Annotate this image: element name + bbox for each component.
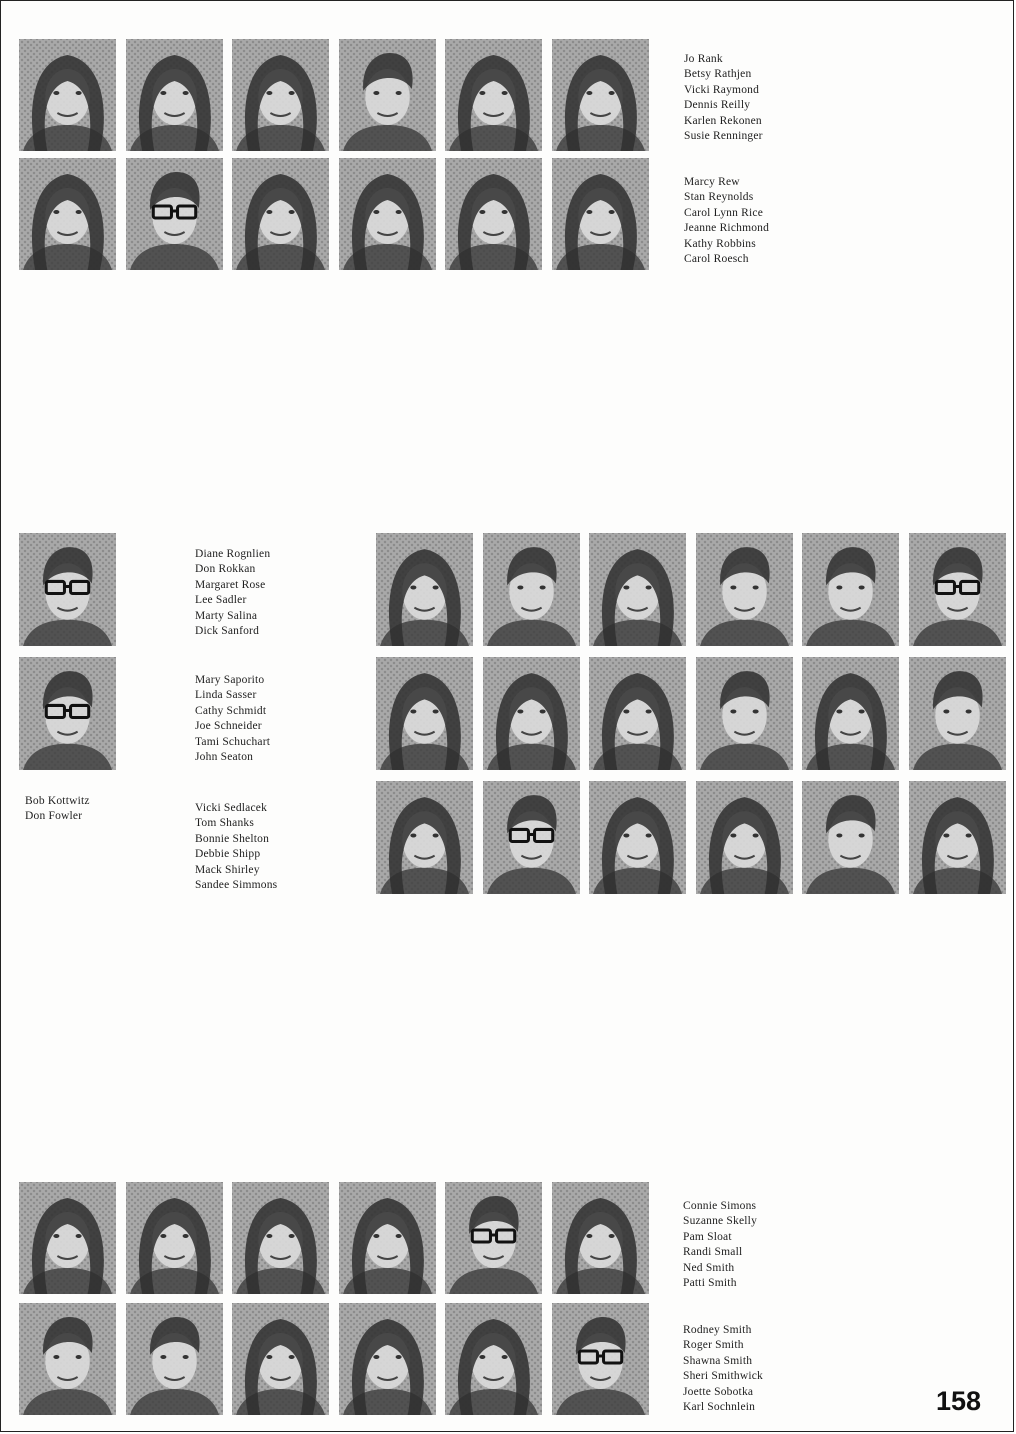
student-portrait (19, 1182, 116, 1294)
student-name: Mary Saporito (195, 674, 265, 686)
student-name: Marcy Rew (684, 176, 740, 188)
name-list-side (25, 794, 90, 825)
student-name: Carol Roesch (684, 253, 749, 266)
student-name: Tom Shanks (195, 817, 255, 830)
student-portrait (552, 1182, 649, 1294)
student-portrait (232, 1182, 329, 1294)
name-list-top-2 (684, 175, 769, 267)
student-portrait (696, 533, 793, 646)
student-portrait (126, 1182, 223, 1294)
name-list-top-1 (684, 52, 763, 144)
student-portrait (232, 39, 329, 151)
name-list-middle-3 (195, 801, 277, 893)
student-portrait (19, 533, 116, 646)
student-name: Susie Renninger (684, 130, 763, 143)
student-portrait (589, 781, 686, 894)
student-name: Jeanne Richmond (684, 222, 770, 235)
student-portrait (483, 533, 580, 646)
student-name: Stan Reynolds (684, 191, 754, 204)
student-name: Don Rokkan (195, 563, 256, 576)
student-portrait (552, 158, 649, 270)
student-name: John Seaton (195, 751, 254, 764)
student-name: Dennis Reilly (684, 99, 751, 112)
student-name: Linda Sasser (195, 689, 257, 702)
student-name: Lee Sadler (195, 594, 247, 607)
student-name: Jo Rank (684, 53, 723, 65)
student-name: Suzanne Skelly (683, 1215, 758, 1228)
student-portrait (483, 657, 580, 770)
student-portrait (339, 39, 436, 151)
student-portrait (445, 1303, 542, 1415)
student-portrait (376, 533, 473, 646)
student-name: Shawna Smith (683, 1354, 753, 1367)
name-list-bottom-1 (683, 1199, 757, 1291)
student-portrait (552, 1303, 649, 1415)
student-portrait (802, 533, 899, 646)
student-portrait (802, 657, 899, 770)
student-name: Joette Sobotka (683, 1385, 754, 1398)
student-portrait (802, 781, 899, 894)
student-name: Roger Smith (683, 1339, 744, 1352)
student-name: Tami Schuchart (195, 735, 271, 748)
student-name: Rodney Smith (683, 1324, 752, 1336)
student-portrait (376, 657, 473, 770)
student-name: Vicki Raymond (684, 83, 760, 96)
student-portrait (909, 533, 1006, 646)
student-portrait (126, 1303, 223, 1415)
student-portrait (339, 1303, 436, 1415)
student-name: Sandee Simmons (195, 879, 278, 892)
student-portrait (232, 158, 329, 270)
student-name: Joe Schneider (195, 720, 262, 733)
student-name: Karl Sochnlein (683, 1401, 756, 1414)
name-list-middle-1 (195, 547, 270, 639)
student-portrait (376, 781, 473, 894)
student-name: Vicki Sedlacek (195, 802, 268, 814)
student-name: Bob Kottwitz (25, 795, 90, 807)
student-name: Marty Salina (195, 609, 258, 622)
student-portrait (126, 39, 223, 151)
name-list-middle-2 (195, 673, 270, 765)
student-portrait (19, 39, 116, 151)
student-name: Pam Sloat (683, 1230, 732, 1243)
student-portrait (19, 158, 116, 270)
student-portrait (909, 657, 1006, 770)
student-portrait (19, 657, 116, 770)
student-name: Debbie Shipp (195, 848, 261, 861)
student-name: Dick Sanford (195, 625, 260, 638)
student-name: Margaret Rose (195, 578, 266, 591)
student-portrait (19, 1303, 116, 1415)
page-number: 158 (936, 1386, 982, 1416)
student-name: Don Fowler (25, 810, 83, 823)
student-name: Sheri Smithwick (683, 1370, 763, 1383)
student-portrait (589, 657, 686, 770)
student-portrait (696, 781, 793, 894)
student-name: Mack Shirley (195, 863, 260, 876)
student-portrait (445, 158, 542, 270)
student-portrait (445, 39, 542, 151)
student-name: Patti Smith (683, 1277, 737, 1290)
student-name: Cathy Schmidt (195, 704, 267, 717)
student-portrait (126, 158, 223, 270)
student-portrait (589, 533, 686, 646)
student-portrait (232, 1303, 329, 1415)
student-name: Ned Smith (683, 1261, 735, 1274)
student-portrait (909, 781, 1006, 894)
student-portrait (445, 1182, 542, 1294)
student-portrait (339, 1182, 436, 1294)
student-portrait (696, 657, 793, 770)
student-name: Betsy Rathjen (684, 68, 752, 81)
student-name: Diane Rognlien (195, 548, 271, 560)
student-portrait (339, 158, 436, 270)
student-name: Karlen Rekonen (684, 114, 762, 127)
student-name: Connie Simons (683, 1200, 757, 1212)
student-name: Randi Small (683, 1246, 743, 1259)
student-name: Carol Lynn Rice (684, 206, 764, 219)
student-name: Bonnie Shelton (195, 832, 270, 845)
student-portrait (483, 781, 580, 894)
student-portrait (552, 39, 649, 151)
name-list-bottom-2 (683, 1323, 763, 1415)
student-name: Kathy Robbins (684, 237, 756, 250)
